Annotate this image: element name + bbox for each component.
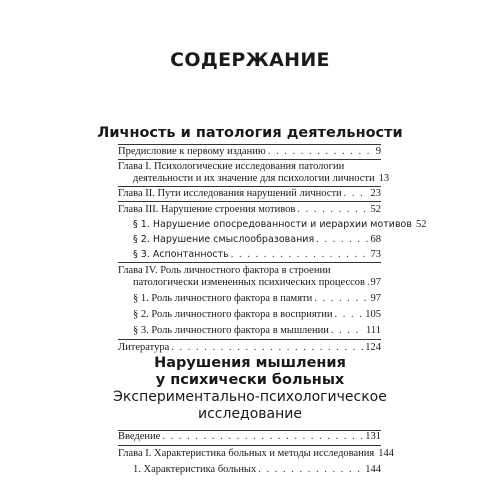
toc-entry[interactable] bbox=[133, 463, 381, 476]
leader-dots bbox=[314, 292, 368, 305]
toc-entry[interactable] bbox=[118, 203, 381, 216]
toc-entry-page: 52 bbox=[370, 204, 381, 215]
leader-dots bbox=[316, 233, 368, 246]
toc-entry-label: Литература bbox=[118, 342, 170, 353]
toc-entry[interactable] bbox=[133, 308, 381, 321]
toc-entry-page: 97 bbox=[370, 277, 381, 288]
part2-subtitle-line2: исследование bbox=[198, 406, 302, 422]
toc-entry[interactable] bbox=[133, 248, 381, 261]
leader-dots bbox=[344, 187, 369, 200]
leader-dots bbox=[258, 463, 363, 476]
divider bbox=[118, 339, 381, 340]
toc-entry[interactable] bbox=[133, 276, 381, 289]
leader-dots bbox=[268, 145, 374, 158]
leader-dots bbox=[297, 203, 368, 216]
toc-entry-page: 13 bbox=[378, 173, 390, 184]
leader-dots bbox=[231, 248, 369, 261]
toc-entry[interactable] bbox=[133, 292, 381, 305]
leader-dots bbox=[331, 324, 364, 337]
toc-entry-label: § 1. Роль личностного фактора в памяти bbox=[133, 293, 313, 304]
toc-entry-label: деятельности и их значение для психологии личности bbox=[133, 173, 375, 184]
toc-entry-page: 52 bbox=[415, 219, 427, 230]
toc-entry-page: 105 bbox=[365, 309, 381, 320]
toc-entry-label: § 2. Роль личностного фактора в восприятии bbox=[133, 309, 333, 320]
toc-entry-label: Предисловие к первому изданию bbox=[118, 146, 266, 157]
toc-entry-page: 124 bbox=[365, 342, 381, 353]
toc-entry-label-line1: Глава IV. Роль личностного фактора в строении bbox=[118, 265, 331, 276]
toc-entry-label: Глава II. Пути исследования нарушений личности bbox=[118, 188, 342, 199]
leader-dots bbox=[334, 308, 363, 321]
toc-entry-page: 144 bbox=[365, 464, 381, 475]
toc-entry[interactable] bbox=[118, 341, 381, 354]
leader-dots bbox=[367, 276, 369, 289]
toc-entry[interactable] bbox=[118, 145, 381, 158]
toc-entry-label: § 3. Аспонтанность bbox=[133, 249, 229, 260]
toc-entry[interactable] bbox=[118, 430, 381, 443]
toc-entry-label: патологически измененных психических процессов bbox=[133, 277, 365, 288]
leader-dots bbox=[162, 430, 363, 443]
toc-entry-page: 97 bbox=[370, 293, 381, 304]
toc-entry-page: 9 bbox=[375, 146, 381, 157]
toc-entry-label-line1: Глава I. Психологические исследования патологии bbox=[118, 161, 345, 172]
toc-entry-page: 23 bbox=[370, 188, 381, 199]
toc-entry-label: § 2. Нарушение смыслообразования bbox=[133, 234, 315, 245]
toc-entry[interactable] bbox=[133, 218, 427, 231]
part2-title-line2: у психически больных bbox=[155, 372, 345, 388]
toc-entry-label: § 1. Нарушение опосредованности и иерархии мотивов bbox=[133, 219, 412, 230]
divider bbox=[118, 201, 381, 202]
toc-entry-page: 68 bbox=[370, 234, 381, 245]
toc-entry-label: Введение bbox=[118, 431, 161, 442]
toc-entry[interactable] bbox=[133, 233, 381, 246]
toc-entry[interactable] bbox=[133, 172, 390, 185]
toc-entry[interactable] bbox=[133, 324, 381, 337]
toc-entry-page: 131 bbox=[365, 431, 381, 442]
toc-entry-label: 1. Характеристика больных bbox=[133, 464, 257, 475]
part2-subtitle-line1: Экспериментально-психологическое bbox=[113, 389, 387, 405]
toc-entry[interactable] bbox=[118, 187, 381, 200]
toc-entry-label: § 3. Роль личностного фактора в мышлении bbox=[133, 325, 329, 336]
toc-entry-page: 144 bbox=[378, 448, 394, 459]
toc-entry-page: 111 bbox=[366, 325, 381, 336]
toc-entry-page: 73 bbox=[370, 249, 381, 260]
toc-entry-label: Глава III. Нарушение строения мотивов bbox=[118, 204, 296, 215]
leader-dots bbox=[171, 341, 363, 354]
divider bbox=[118, 262, 381, 263]
part1-title: Личность и патология деятельности bbox=[97, 125, 403, 141]
toc-entry-label: Глава I. Характеристика больных и методы исследования bbox=[118, 448, 375, 459]
toc-entry[interactable] bbox=[118, 447, 394, 460]
part2-title-line1: Нарушения мышления bbox=[154, 355, 346, 371]
divider bbox=[118, 445, 381, 446]
page-title: СОДЕРЖАНИЕ bbox=[170, 49, 330, 71]
